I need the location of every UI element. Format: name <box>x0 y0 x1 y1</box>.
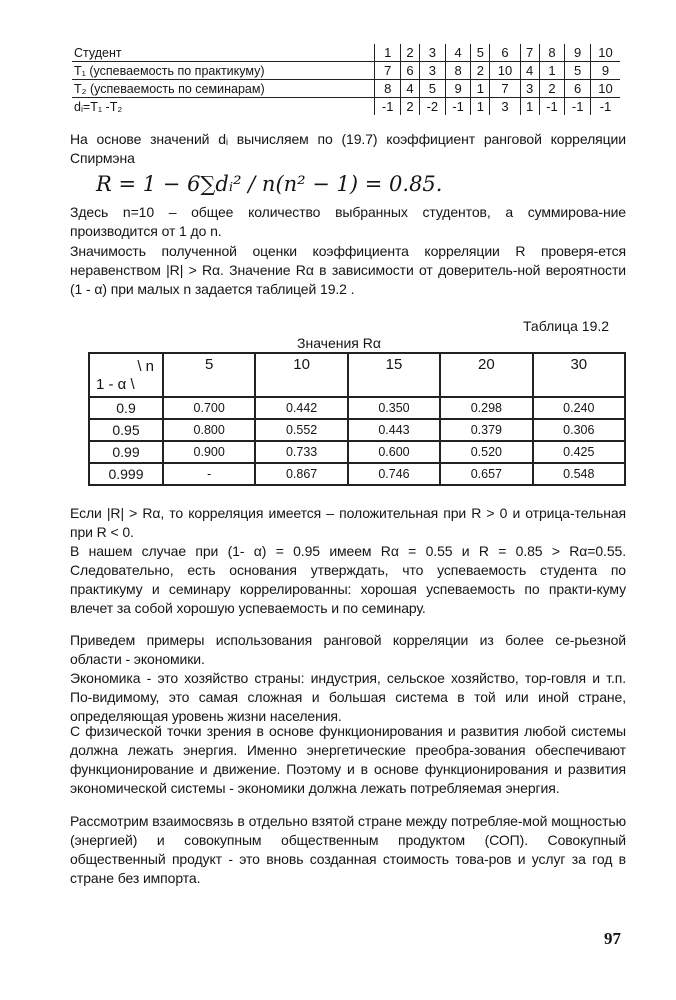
critical-value-cell: 0.800 <box>163 419 255 441</box>
ranks-cell: 9 <box>591 62 621 80</box>
ranks-table-row <box>72 80 620 98</box>
ranks-table-row <box>72 98 620 116</box>
ranks-cell: 6 <box>401 62 420 80</box>
ranks-cell: 4 <box>520 62 539 80</box>
corner-cell <box>89 353 163 397</box>
ranks-cell: 7 <box>375 62 401 80</box>
ranks-cell: -1 <box>565 98 591 116</box>
critical-value-cell: - <box>163 463 255 485</box>
paragraph-economics-intro: Приведем примеры использования ранговой корреляции из более се-рьезной области - экономики. <box>70 632 626 667</box>
critical-value-cell: 0.552 <box>255 419 347 441</box>
ranks-row-label: dᵢ=T₁ -T₂ <box>72 98 375 116</box>
ranks-cell: -1 <box>539 98 565 116</box>
critical-value-cell: 0.900 <box>163 441 255 463</box>
critical-table-row <box>89 441 625 463</box>
ranks-cell: 6 <box>490 44 520 62</box>
critical-table-row <box>89 397 625 419</box>
ranks-cell: 2 <box>471 62 490 80</box>
ranks-cell: 4 <box>445 44 471 62</box>
ranks-cell: 2 <box>401 44 420 62</box>
critical-values-table <box>88 352 626 486</box>
critical-value-cell: 0.298 <box>440 397 532 419</box>
critical-value-cell: 0.306 <box>533 419 625 441</box>
ranks-cell: 2 <box>401 98 420 116</box>
critical-value-cell: 0.425 <box>533 441 625 463</box>
paragraph-significance: Значимость полученной оценки коэффициента корреляции R проверя-ется неравенством |R| > Rα. Значение Rα в зависимости от доверитель-ной вероятности (1 - α) при малых n задается таблицей 19.2 . <box>70 243 626 297</box>
ranks-cell: -1 <box>445 98 471 116</box>
paragraph-conclusion: В нашем случае при (1- α) = 0.95 имеем Rα = 0.55 и R = 0.85 > Rα=0.55. Следовательно, есть основания утверждать, что успеваемость студента по практикуму и семинару коррелированны: хорошая успеваемость по практи-куму влечет за собой хорошую успеваемость и по семинару. <box>70 543 626 616</box>
confidence-level: 0.9 <box>89 397 163 419</box>
column-header-n: 20 <box>440 353 532 397</box>
ranks-cell: 10 <box>591 44 621 62</box>
ranks-cell: 3 <box>520 80 539 98</box>
critical-value-cell: 0.746 <box>348 463 440 485</box>
ranks-cell: 7 <box>490 80 520 98</box>
ranks-cell: 5 <box>471 44 490 62</box>
critical-value-cell: 0.548 <box>533 463 625 485</box>
critical-table-row <box>89 463 625 485</box>
ranks-cell: 3 <box>420 44 446 62</box>
ranks-cell: -1 <box>375 98 401 116</box>
corner-label-alpha: 1 - α \ <box>96 376 135 393</box>
critical-value-cell: 0.240 <box>533 397 625 419</box>
ranks-cell: 1 <box>375 44 401 62</box>
ranks-cell: 5 <box>565 62 591 80</box>
table-title: Значения Rα <box>297 335 381 351</box>
ranks-cell: 1 <box>520 98 539 116</box>
column-header-n: 30 <box>533 353 625 397</box>
critical-value-cell: 0.520 <box>440 441 532 463</box>
paragraph-economy-definition: Экономика - это хозяйство страны: индустрия, сельское хозяйство, тор-говля и т.п. По-видимому, это самая сложная и большая система в той или иной стране, определяющая уровень жизни населения. <box>70 670 626 724</box>
ranks-cell: 10 <box>591 80 621 98</box>
column-header-n: 15 <box>348 353 440 397</box>
ranks-table-row <box>72 44 620 62</box>
critical-value-cell: 0.700 <box>163 397 255 419</box>
ranks-cell: -1 <box>591 98 621 116</box>
column-header-n: 10 <box>255 353 347 397</box>
paragraph-n-description: Здесь n=10 – общее количество выбранных студентов, а суммирова-ние производится от 1 до n. <box>70 204 626 239</box>
ranks-cell: 4 <box>401 80 420 98</box>
critical-value-cell: 0.350 <box>348 397 440 419</box>
ranks-table <box>72 44 620 115</box>
corner-label-n: \ n <box>137 358 154 375</box>
ranks-cell: 5 <box>420 80 446 98</box>
table-caption: Таблица 19.2 <box>523 318 610 334</box>
critical-value-cell: 0.867 <box>255 463 347 485</box>
ranks-cell: 9 <box>445 80 471 98</box>
ranks-cell: 8 <box>375 80 401 98</box>
ranks-table-row <box>72 62 620 80</box>
critical-value-cell: 0.379 <box>440 419 532 441</box>
ranks-row-label: T₂ (успеваемость по семинарам) <box>72 80 375 98</box>
page-number: 97 <box>604 929 621 948</box>
critical-table-header <box>89 353 625 397</box>
ranks-cell: 1 <box>471 80 490 98</box>
ranks-cell: 2 <box>539 80 565 98</box>
confidence-level: 0.95 <box>89 419 163 441</box>
confidence-level: 0.99 <box>89 441 163 463</box>
critical-value-cell: 0.443 <box>348 419 440 441</box>
confidence-level: 0.999 <box>89 463 163 485</box>
ranks-cell: 3 <box>490 98 520 116</box>
spearman-formula: R = 1 − 6∑dᵢ² / n(n² − 1) = 0.85. <box>96 172 443 196</box>
ranks-cell: 8 <box>445 62 471 80</box>
ranks-row-label: T₁ (успеваемость по практикуму) <box>72 62 375 80</box>
ranks-cell: 3 <box>420 62 446 80</box>
paragraph-energy: С физической точки зрения в основе функционирования и развития любой системы должна лежать энергия. Именно энергетические преобра-зования обеспечивают функционирование и движение. Поэтому и в основе функционирования и развития экономической системы - экономики должна лежать потребляемая энергия. <box>70 723 626 796</box>
ranks-cell: 7 <box>520 44 539 62</box>
critical-value-cell: 0.657 <box>440 463 532 485</box>
paragraph-gdp: Рассмотрим взаимосвязь в отдельно взятой стране между потребляе-мой мощностью (энергией) и совокупным общественным продуктом (СОП). Совокупный общественный продукт - это вновь созданная стоимость това-ров и услуг за год в стране без импорта. <box>70 813 626 886</box>
ranks-cell: 10 <box>490 62 520 80</box>
ranks-cell: 1 <box>471 98 490 116</box>
paragraph-correlation-rule: Если |R| > Rα, то корреляция имеется – положительная при R > 0 и отрица-тельная при R < 0. <box>70 505 626 540</box>
ranks-cell: 8 <box>539 44 565 62</box>
critical-value-cell: 0.442 <box>255 397 347 419</box>
ranks-row-label: Студент <box>72 44 375 62</box>
column-header-n: 5 <box>163 353 255 397</box>
ranks-cell: 1 <box>539 62 565 80</box>
ranks-cell: -2 <box>420 98 446 116</box>
critical-value-cell: 0.733 <box>255 441 347 463</box>
critical-value-cell: 0.600 <box>348 441 440 463</box>
ranks-cell: 9 <box>565 44 591 62</box>
paragraph-spearman-intro: На основе значений dᵢ вычисляем по (19.7) коэффициент ранговой корреляции Спирмэна <box>70 131 626 166</box>
critical-table-row <box>89 419 625 441</box>
ranks-cell: 6 <box>565 80 591 98</box>
